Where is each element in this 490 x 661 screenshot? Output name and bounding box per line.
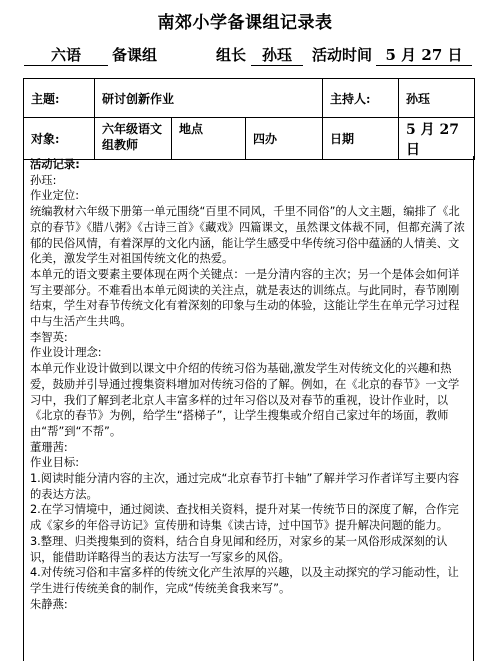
goal-item: 1.阅读时能分清内容的主次，通过完成“北京春节打卡轴”了解并学习作者详写主要内容的表达方法。 [30, 472, 460, 501]
place-label: 地点 [172, 118, 246, 160]
record-paragraph: 本单元的语文要素主要体现在两个关键点：一是分清内容的主次；另一个是体会如何详写主要部分。不难看出本单元阅读的关注点，就是表达的训练点。与此同时，春节刚刚结束，学生对春节传统文化有着深刻的印象与生动的体验，这能让学生在单元学习过程中与生活产生共鸣。 [30, 267, 460, 329]
speaker-name: 朱静燕: [30, 597, 68, 611]
time-label: 活动时间 [312, 46, 373, 64]
time-value: 5 月 27 日 [376, 44, 472, 66]
group-label: 备课组 [112, 46, 158, 64]
leader-label: 组长 [216, 46, 247, 64]
leader-value: 孙珏 [251, 44, 303, 66]
target-value: 六年级语文组教师 [95, 118, 172, 160]
target-label: 对象: [24, 118, 95, 160]
info-table [23, 78, 475, 160]
activity-record [23, 156, 474, 661]
speaker-name: 董珊茜: [30, 440, 68, 454]
meta-line [0, 44, 490, 66]
host-label: 主持人: [323, 79, 399, 118]
topic-value: 研讨创新作业 [95, 79, 323, 118]
topic-label: 主题: [24, 79, 95, 118]
host-value: 孙珏 [399, 79, 475, 118]
section-heading: 作业定位: [30, 189, 79, 203]
section-heading: 作业设计理念: [30, 346, 102, 360]
goal-item: 4.对传统习俗和丰富多样的传统文化产生浓厚的兴趣，以及主动探究的学习能动性，让学生进行传统美食的制作，完成“传统美食我来写”。 [30, 566, 459, 595]
record-paragraph: 统编教材六年级下册第一单元围绕“百里不同风，千里不同俗”的人文主题，编排了《北京的春节》《腊八粥》《古诗三首》《藏戏》四篇课文，虽然课文体裁不同，但都充满了浓郁的民俗风情，有着深厚的文化内涵，能让学生感受中华传统习俗中蕴涵的人情美、文化美，激发学生对祖国传统文化的热爱。 [30, 205, 465, 266]
place-value: 四办 [246, 118, 323, 160]
goal-item: 2.在学习情境中，通过阅读、查找相关资料，提升对某一传统节日的深度了解，合作完成《家乡的年俗寻访记》宣传册和诗集《读古诗，过中国节》提升解决问题的能力。 [30, 503, 459, 533]
section-heading: 作业目标: [30, 456, 79, 470]
date-label: 日期 [323, 118, 399, 160]
record-heading: 活动记录: [30, 158, 80, 171]
goal-item: 3.整理、归类搜集到的资料，结合自身见闻和经历，对家乡的某一风俗形成深刻的认识，能借助详略得当的表达方法写一写家乡的风俗。 [30, 534, 448, 564]
speaker-name: 孙珏: [30, 173, 57, 187]
grade-value: 六语 [24, 44, 108, 66]
record-paragraph: 本单元作业设计做到以课文中介绍的传统习俗为基础,激发学生对传统文化的兴趣和热爱，鼓励并引导通过搜集资料增加对传统习俗的了解。例如，在《北京的春节》一文学习中，我们了解到老北京人丰富多样的过年习俗以及对春节的重视，设计作业时，以《北京的春节》为例，给学生“搭梯子”，让学生搜集或介绍自己家过年的场面，教师由“帮”到“不帮”。 [30, 362, 460, 438]
page-title: 南郊小学备课组记录表 [157, 13, 333, 33]
speaker-name: 李智英: [30, 330, 68, 344]
date-value: 5 月 27 日 [399, 118, 475, 160]
